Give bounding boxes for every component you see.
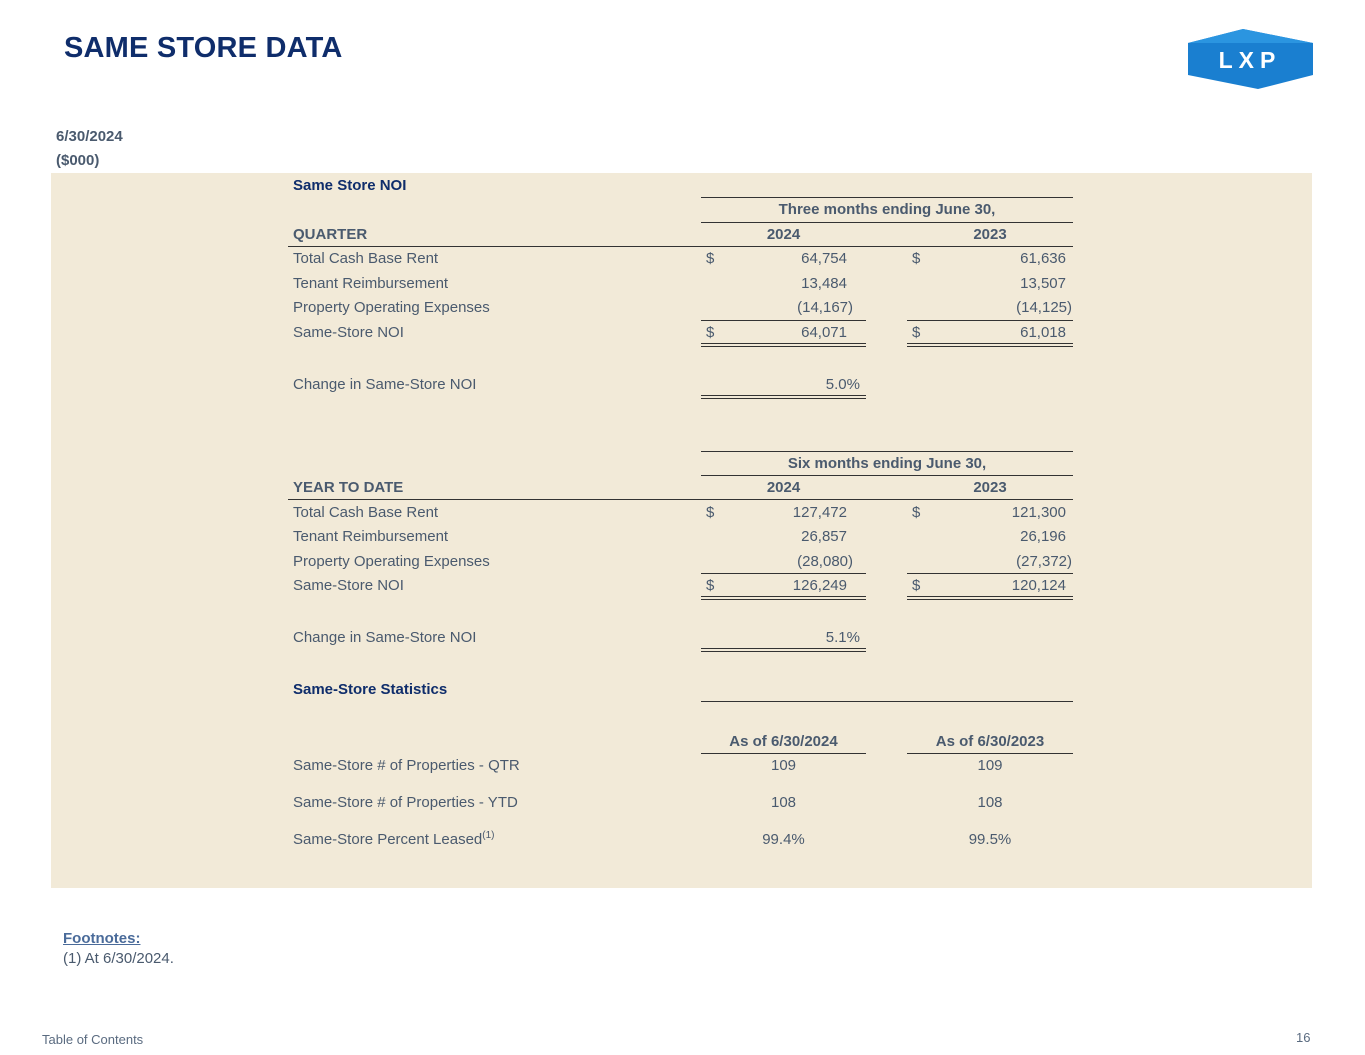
quarter-col-2024: 2024 bbox=[766, 226, 801, 243]
dollar-sign: $ bbox=[912, 250, 921, 267]
dollar-sign: $ bbox=[706, 504, 715, 521]
data-panel bbox=[51, 173, 1312, 888]
footnote-item: (1) At 6/30/2024. bbox=[63, 950, 174, 967]
table-row-label: Same-Store # of Properties - QTR bbox=[293, 757, 520, 774]
value-2024: 26,857 bbox=[801, 528, 847, 545]
value-2023: 121,300 bbox=[1011, 504, 1066, 521]
value-2024: 64,754 bbox=[801, 250, 847, 267]
units-label: ($000) bbox=[56, 152, 100, 169]
stats-col-2024: As of 6/30/2024 bbox=[729, 733, 838, 750]
same-store-statistics-heading: Same-Store Statistics bbox=[293, 681, 448, 698]
change-label: Change in Same-Store NOI bbox=[293, 376, 477, 393]
ytd-col-2023: 2023 bbox=[973, 479, 1007, 496]
stat-value-2023: 99.5% bbox=[968, 831, 1012, 848]
value-2023: 26,196 bbox=[1020, 528, 1066, 545]
dollar-sign: $ bbox=[706, 577, 715, 594]
footnote-ref: (1) bbox=[482, 830, 495, 841]
ytd-col-2024: 2024 bbox=[766, 479, 801, 496]
quarter-col-2023: 2023 bbox=[973, 226, 1007, 243]
same-store-noi-heading: Same Store NOI bbox=[293, 177, 407, 194]
table-row-label: Same-Store Percent Leased$^{(1)}$ bbox=[293, 830, 495, 848]
value-2023: 120,124 bbox=[1011, 577, 1066, 594]
quarter-label: QUARTER bbox=[293, 226, 368, 243]
value-2024: 127,472 bbox=[792, 504, 847, 521]
stat-value-2023: 108 bbox=[977, 794, 1003, 811]
ytd-label: YEAR TO DATE bbox=[293, 479, 404, 496]
stat-value-2024: 108 bbox=[770, 794, 797, 811]
value-2024: 64,071 bbox=[801, 324, 847, 341]
value-2024: (14,167) bbox=[797, 299, 853, 316]
table-row-label: Same-Store # of Properties - YTD bbox=[293, 794, 518, 811]
change-label: Change in Same-Store NOI bbox=[293, 629, 477, 646]
dollar-sign: $ bbox=[912, 504, 921, 521]
dollar-sign: $ bbox=[706, 324, 715, 341]
dollar-sign: $ bbox=[706, 250, 715, 267]
lxp-logo bbox=[1188, 29, 1313, 89]
value-2023: (14,125) bbox=[1016, 299, 1072, 316]
change-value: 5.0% bbox=[825, 376, 860, 393]
ytd-period-header: Six months ending June 30, bbox=[787, 455, 987, 472]
table-row-label: Same-Store NOI bbox=[293, 577, 404, 594]
table-row-label: Same-Store NOI bbox=[293, 324, 404, 341]
stat-value-2024: 99.4% bbox=[762, 831, 805, 848]
svg-text:LXP: LXP bbox=[1218, 47, 1282, 73]
page-title: SAME STORE DATA bbox=[64, 32, 343, 64]
table-row-label: Tenant Reimbursement bbox=[293, 275, 449, 292]
quarter-period-header: Three months ending June 30, bbox=[778, 201, 996, 218]
value-2023: 61,636 bbox=[1020, 250, 1066, 267]
change-value: 5.1% bbox=[825, 629, 860, 646]
table-row-label: Total Cash Base Rent bbox=[293, 250, 439, 267]
report-date: 6/30/2024 bbox=[56, 128, 123, 145]
value-2024: 13,484 bbox=[801, 275, 847, 292]
table-row-label: Property Operating Expenses bbox=[293, 299, 490, 316]
value-2023: 61,018 bbox=[1020, 324, 1066, 341]
stat-value-2023: 109 bbox=[977, 757, 1003, 774]
table-row-label: Tenant Reimbursement bbox=[293, 528, 449, 545]
stats-col-2023: As of 6/30/2023 bbox=[935, 733, 1045, 750]
table-row-label: Property Operating Expenses bbox=[293, 553, 490, 570]
table-row-label: Total Cash Base Rent bbox=[293, 504, 439, 521]
dollar-sign: $ bbox=[912, 577, 921, 594]
page-number: 16 bbox=[1296, 1030, 1311, 1045]
value-2024: 126,249 bbox=[792, 577, 847, 594]
value-2023: (27,372) bbox=[1016, 553, 1072, 570]
value-2024: (28,080) bbox=[797, 553, 853, 570]
value-2023: 13,507 bbox=[1020, 275, 1066, 292]
dollar-sign: $ bbox=[912, 324, 921, 341]
table-of-contents-link[interactable]: Table of Contents bbox=[42, 1032, 144, 1047]
stat-value-2024: 109 bbox=[770, 757, 797, 774]
footnotes-title: Footnotes: bbox=[63, 930, 141, 947]
